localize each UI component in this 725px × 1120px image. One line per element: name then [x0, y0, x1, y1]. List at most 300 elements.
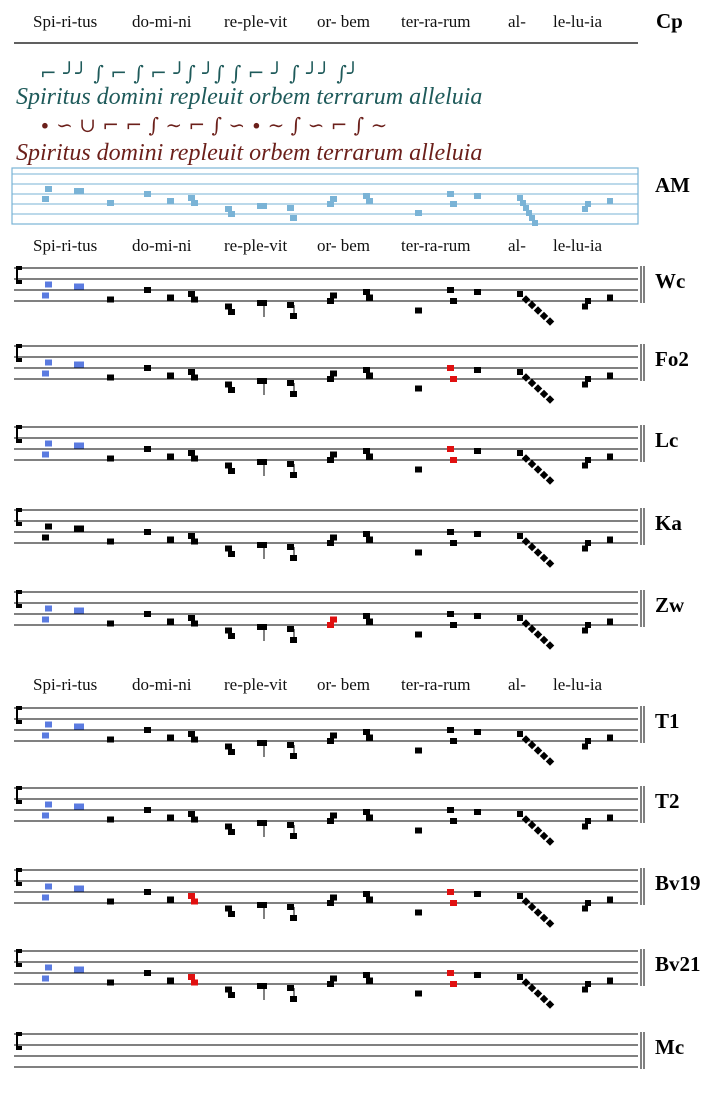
- square-note: [517, 811, 523, 817]
- square-note: [228, 911, 235, 917]
- square-note: [260, 740, 267, 746]
- square-note: [607, 537, 613, 543]
- rhombus-note: [534, 548, 542, 556]
- square-note: [607, 198, 613, 204]
- square-note: [77, 526, 84, 532]
- rhombus-note: [540, 312, 548, 320]
- square-note: [582, 546, 588, 552]
- square-note: [77, 284, 84, 290]
- rhombus-note: [522, 454, 530, 462]
- square-note: [330, 617, 337, 623]
- syllable-7b: le-lu-ia: [553, 236, 603, 255]
- square-note: [191, 621, 198, 627]
- square-note: [366, 198, 373, 204]
- square-note: [167, 373, 174, 379]
- square-note: [415, 386, 422, 392]
- staff-am: [12, 173, 690, 226]
- square-note: [330, 976, 337, 982]
- square-note: [607, 815, 613, 821]
- square-note: [77, 967, 84, 973]
- staff-bv19: [14, 868, 701, 928]
- c-clef-icon: [16, 508, 22, 526]
- square-note: [225, 463, 232, 469]
- square-note: [144, 287, 151, 293]
- square-note: [290, 833, 297, 839]
- square-note: [330, 371, 337, 377]
- rhombus-note: [534, 306, 542, 314]
- staff-t2: [14, 786, 680, 846]
- square-note: [585, 981, 591, 987]
- square-note: [77, 886, 84, 892]
- square-note: [228, 309, 235, 315]
- c-clef-icon: [16, 266, 22, 284]
- square-note: [191, 297, 198, 303]
- square-note: [260, 624, 267, 630]
- rhombus-note: [534, 908, 542, 916]
- square-note: [77, 188, 84, 194]
- source-label-zw: Zw: [655, 592, 685, 617]
- square-note: [447, 611, 454, 617]
- square-note: [228, 468, 235, 474]
- square-note: [144, 191, 151, 197]
- square-note: [330, 293, 337, 299]
- staff-t1: [14, 706, 680, 766]
- rhombus-note: [540, 995, 548, 1003]
- c-clef-icon: [16, 425, 22, 443]
- source-label-bv21: Bv21: [655, 951, 701, 976]
- square-note: [327, 818, 334, 824]
- square-note: [260, 459, 267, 465]
- rhombus-note: [540, 390, 548, 398]
- square-note: [450, 738, 457, 744]
- rhombus-note: [528, 460, 536, 468]
- square-note: [327, 457, 334, 463]
- square-note: [366, 897, 373, 903]
- syllable-7c: le-lu-ia: [553, 675, 603, 694]
- square-note: [582, 824, 588, 830]
- square-note: [228, 829, 235, 835]
- syllable-6c: al-: [508, 675, 526, 694]
- square-note: [607, 373, 613, 379]
- square-note: [450, 818, 457, 824]
- square-note: [191, 375, 198, 381]
- square-note: [582, 382, 588, 388]
- square-note: [327, 900, 334, 906]
- c-clef-icon: [16, 590, 22, 608]
- square-note: [260, 902, 267, 908]
- syllable-3b: re-ple-vit: [224, 236, 288, 255]
- square-note: [532, 220, 538, 226]
- source-label-fo2: Fo2: [655, 346, 689, 371]
- rhombus-note: [528, 301, 536, 309]
- rhombus-note: [522, 897, 530, 905]
- square-note: [330, 895, 337, 901]
- square-note: [287, 626, 294, 632]
- square-note: [287, 544, 294, 550]
- square-note: [447, 529, 454, 535]
- rhombus-note: [534, 746, 542, 754]
- square-note: [225, 906, 232, 912]
- square-note: [366, 537, 373, 543]
- square-note: [363, 367, 370, 373]
- square-note: [363, 972, 370, 978]
- square-note: [450, 298, 457, 304]
- source-label-t2: T2: [655, 788, 680, 813]
- square-note: [327, 981, 334, 987]
- square-note: [191, 200, 198, 206]
- square-note: [290, 637, 297, 643]
- syllable-4b: or- bem: [317, 236, 371, 255]
- square-note: [260, 983, 267, 989]
- square-note: [191, 539, 198, 545]
- rhombus-note: [546, 1000, 554, 1008]
- square-note: [582, 628, 588, 634]
- source-label-ka: Ka: [655, 510, 682, 535]
- square-note: [167, 537, 174, 543]
- source-label-bv19: Bv19: [655, 870, 701, 895]
- square-note: [582, 304, 588, 310]
- square-note: [42, 535, 49, 541]
- square-note: [450, 981, 457, 987]
- square-note: [42, 813, 49, 819]
- square-note: [366, 454, 373, 460]
- square-note: [45, 524, 52, 530]
- square-note: [415, 550, 422, 556]
- square-note: [517, 291, 523, 297]
- square-note: [107, 375, 114, 381]
- square-note: [77, 724, 84, 730]
- square-note: [107, 621, 114, 627]
- square-note: [363, 448, 370, 454]
- square-note: [415, 991, 422, 997]
- rhombus-note: [528, 821, 536, 829]
- rhombus-note: [546, 837, 554, 845]
- square-note: [45, 360, 52, 366]
- square-note: [225, 744, 232, 750]
- square-note: [474, 613, 481, 619]
- square-note: [517, 533, 523, 539]
- square-note: [45, 606, 52, 612]
- square-note: [517, 615, 523, 621]
- square-note: [191, 817, 198, 823]
- square-note: [260, 820, 267, 826]
- square-note: [366, 619, 373, 625]
- square-note: [107, 817, 114, 823]
- square-note: [228, 749, 235, 755]
- staff-lc: [14, 425, 678, 485]
- square-note: [287, 985, 294, 991]
- rhombus-note: [528, 379, 536, 387]
- neume-line-1: ⌐ ╯╯ ∫ ⌐ ∫ ⌐ ╯∫ ╯∫ ∫ ⌐ ╯ ∫ ╯╯ ∫╯: [40, 61, 359, 85]
- square-note: [42, 196, 49, 202]
- square-note: [144, 889, 151, 895]
- square-note: [287, 205, 294, 211]
- square-note: [167, 454, 174, 460]
- syllable-5: ter-ra-rum: [401, 12, 471, 31]
- square-note: [585, 738, 591, 744]
- square-note: [585, 457, 591, 463]
- staff-system: [12, 173, 701, 1069]
- staff-bv21: [14, 949, 701, 1009]
- square-note: [607, 978, 613, 984]
- square-note: [450, 900, 457, 906]
- square-note: [45, 441, 52, 447]
- syllable-3c: re-ple-vit: [224, 675, 288, 694]
- square-note: [517, 450, 523, 456]
- square-note: [474, 729, 481, 735]
- syllable-2b: do-mi-ni: [132, 236, 192, 255]
- square-note: [290, 313, 297, 319]
- square-note: [45, 802, 52, 808]
- square-note: [45, 965, 52, 971]
- square-note: [585, 201, 591, 207]
- square-note: [225, 304, 232, 310]
- rhombus-note: [540, 752, 548, 760]
- square-note: [228, 211, 235, 217]
- rhombus-note: [546, 317, 554, 325]
- square-note: [45, 722, 52, 728]
- source-label-t1: T1: [655, 708, 680, 733]
- syllable-1b: Spi-ri-tus: [33, 236, 98, 255]
- square-note: [287, 742, 294, 748]
- square-note: [107, 456, 114, 462]
- staff-zw: [14, 590, 685, 650]
- square-note: [188, 450, 195, 456]
- rhombus-note: [522, 735, 530, 743]
- square-note: [77, 362, 84, 368]
- lyrics-row-3: [33, 675, 603, 694]
- rhombus-note: [546, 476, 554, 484]
- square-note: [447, 807, 454, 813]
- square-note: [191, 456, 198, 462]
- square-note: [42, 733, 49, 739]
- square-note: [582, 906, 588, 912]
- square-note: [144, 727, 151, 733]
- square-note: [363, 289, 370, 295]
- square-note: [582, 987, 588, 993]
- manuscript-text-1: Spiritus domini repleuit orbem terrarum alleluia: [16, 84, 483, 110]
- square-note: [447, 970, 454, 976]
- rhombus-note: [528, 543, 536, 551]
- syllable-4: or- bem: [317, 12, 371, 31]
- square-note: [225, 628, 232, 634]
- square-note: [42, 371, 49, 377]
- manuscript-facsimile-1: [16, 61, 482, 110]
- square-note: [447, 287, 454, 293]
- square-note: [188, 291, 195, 297]
- square-note: [474, 448, 481, 454]
- square-note: [290, 472, 297, 478]
- square-note: [517, 893, 523, 899]
- square-note: [330, 535, 337, 541]
- rhombus-note: [522, 815, 530, 823]
- rhombus-note: [534, 989, 542, 997]
- rhombus-note: [546, 559, 554, 567]
- square-note: [517, 974, 523, 980]
- square-note: [607, 454, 613, 460]
- square-note: [107, 539, 114, 545]
- square-note: [607, 619, 613, 625]
- syllable-4c: or- bem: [317, 675, 371, 694]
- square-note: [585, 540, 591, 546]
- square-note: [330, 196, 337, 202]
- square-note: [447, 889, 454, 895]
- square-note: [585, 818, 591, 824]
- source-label-cp: Cp: [656, 9, 683, 33]
- square-note: [327, 376, 334, 382]
- syllable-2: do-mi-ni: [132, 12, 192, 31]
- square-note: [290, 215, 297, 221]
- rhombus-note: [522, 978, 530, 986]
- square-note: [517, 731, 523, 737]
- square-note: [42, 452, 49, 458]
- square-note: [188, 615, 195, 621]
- rhombus-note: [522, 373, 530, 381]
- square-note: [290, 915, 297, 921]
- square-note: [474, 972, 481, 978]
- rhombus-note: [546, 919, 554, 927]
- square-note: [191, 737, 198, 743]
- square-note: [77, 608, 84, 614]
- rhombus-note: [546, 395, 554, 403]
- staff-fo2: [14, 344, 689, 404]
- square-note: [290, 555, 297, 561]
- square-note: [42, 895, 49, 901]
- square-note: [582, 744, 588, 750]
- square-note: [167, 198, 174, 204]
- square-note: [290, 996, 297, 1002]
- rhombus-note: [540, 471, 548, 479]
- syllable-1: Spi-ri-tus: [33, 12, 98, 31]
- header-lyrics: [33, 12, 603, 31]
- square-note: [42, 976, 49, 982]
- square-note: [474, 809, 481, 815]
- square-note: [327, 738, 334, 744]
- square-note: [225, 546, 232, 552]
- neume-line-2: ∙ ∽ ∪ ⌐ ⌐ ∫ ∼ ⌐ ∫ ∽ ∙ ∼ ∫ ∽ ⌐ ∫ ∼: [40, 113, 388, 137]
- square-note: [228, 387, 235, 393]
- square-note: [474, 891, 481, 897]
- square-note: [260, 203, 267, 209]
- square-note: [366, 735, 373, 741]
- square-note: [45, 282, 52, 288]
- square-note: [144, 807, 151, 813]
- square-note: [474, 367, 481, 373]
- syllable-6b: al-: [508, 236, 526, 255]
- square-note: [415, 910, 422, 916]
- square-note: [144, 611, 151, 617]
- square-note: [188, 974, 195, 980]
- rhombus-note: [528, 984, 536, 992]
- square-note: [327, 298, 334, 304]
- square-note: [327, 540, 334, 546]
- syllable-1c: Spi-ri-tus: [33, 675, 98, 694]
- square-note: [585, 298, 591, 304]
- staff-ka: [14, 508, 682, 568]
- square-note: [450, 540, 457, 546]
- square-note: [330, 452, 337, 458]
- square-note: [415, 748, 422, 754]
- staff-wc: [14, 266, 685, 326]
- square-note: [225, 987, 232, 993]
- rhombus-note: [534, 826, 542, 834]
- square-note: [144, 970, 151, 976]
- square-note: [228, 551, 235, 557]
- square-note: [188, 369, 195, 375]
- square-note: [366, 978, 373, 984]
- square-note: [167, 295, 174, 301]
- square-note: [450, 622, 457, 628]
- square-note: [144, 446, 151, 452]
- square-note: [188, 731, 195, 737]
- square-note: [45, 884, 52, 890]
- square-note: [260, 378, 267, 384]
- staff-mc: [14, 1032, 684, 1069]
- square-note: [144, 365, 151, 371]
- square-note: [474, 289, 481, 295]
- square-note: [607, 735, 613, 741]
- square-note: [42, 617, 49, 623]
- rhombus-note: [540, 554, 548, 562]
- square-note: [330, 733, 337, 739]
- square-note: [582, 463, 588, 469]
- square-note: [474, 531, 481, 537]
- square-note: [415, 828, 422, 834]
- square-note: [450, 376, 457, 382]
- source-label-am: AM: [655, 173, 690, 197]
- square-note: [167, 815, 174, 821]
- square-note: [363, 531, 370, 537]
- square-note: [415, 467, 422, 473]
- square-note: [260, 542, 267, 548]
- syllable-5c: ter-ra-rum: [401, 675, 471, 694]
- square-note: [415, 308, 422, 314]
- square-note: [366, 295, 373, 301]
- source-label-wc: Wc: [655, 268, 686, 293]
- square-note: [474, 193, 481, 199]
- square-note: [107, 297, 114, 303]
- rhombus-note: [528, 903, 536, 911]
- square-note: [287, 822, 294, 828]
- c-clef-icon: [16, 1032, 22, 1050]
- square-note: [188, 811, 195, 817]
- square-note: [330, 813, 337, 819]
- square-note: [228, 992, 235, 998]
- c-clef-icon: [16, 706, 22, 724]
- square-note: [450, 201, 457, 207]
- square-note: [366, 373, 373, 379]
- square-note: [287, 302, 294, 308]
- square-note: [107, 980, 114, 986]
- rhombus-note: [546, 757, 554, 765]
- square-note: [167, 619, 174, 625]
- rhombus-note: [528, 741, 536, 749]
- square-note: [450, 457, 457, 463]
- rhombus-note: [546, 641, 554, 649]
- square-note: [228, 633, 235, 639]
- manuscript-text-2: Spiritus domini repleuit orbem terrarum alleluia: [16, 140, 483, 166]
- square-note: [585, 900, 591, 906]
- syllable-7: le-lu-ia: [553, 12, 603, 31]
- syllable-5b: ter-ra-rum: [401, 236, 471, 255]
- am-frame: [12, 168, 638, 224]
- square-note: [225, 382, 232, 388]
- syllable-6: al-: [508, 12, 526, 31]
- square-note: [290, 753, 297, 759]
- source-label-lc: Lc: [655, 427, 679, 452]
- rhombus-note: [522, 619, 530, 627]
- c-clef-icon: [16, 786, 22, 804]
